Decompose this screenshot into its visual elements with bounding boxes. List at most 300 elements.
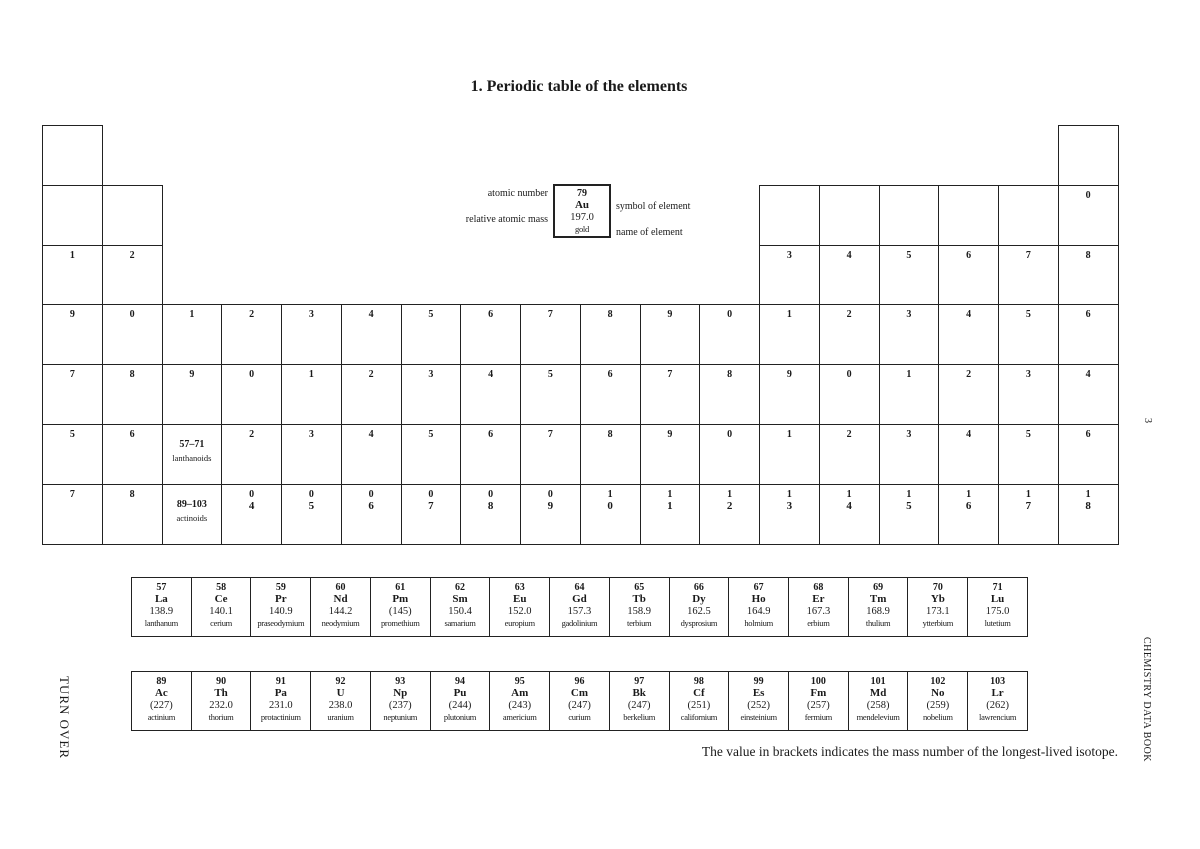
symbol: Ce (214, 593, 228, 605)
atomic-number: 5 (69, 429, 75, 440)
atomic-mass: (243) (508, 700, 532, 711)
atomic-mass (521, 514, 580, 526)
symbol (1059, 142, 1118, 155)
element-cell-88 (102, 484, 163, 545)
symbol (222, 381, 281, 394)
element-cell-82 (819, 424, 880, 485)
atomic-mass (1059, 514, 1118, 526)
atomic-number: 0 (547, 488, 553, 500)
element-name: samarium (444, 618, 476, 628)
atomic-mass: (258) (866, 700, 890, 711)
element-cell-40 (221, 364, 282, 425)
element-cell-36 (1058, 304, 1119, 365)
symbol (760, 202, 819, 215)
symbol: Pa (274, 687, 287, 699)
symbol (402, 381, 461, 394)
atomic-number: 1 (308, 369, 314, 381)
atomic-mass (581, 454, 640, 466)
atomic-mass (939, 275, 998, 287)
atomic-mass: (252) (747, 700, 771, 711)
atomic-number: 0 (488, 488, 494, 500)
element-cell-8 (938, 185, 999, 246)
atomic-mass (760, 215, 819, 227)
symbol: Er (812, 593, 825, 605)
atomic-mass (760, 275, 819, 287)
symbol: La (154, 593, 168, 605)
element-cell-112 (699, 484, 760, 545)
element-cell-74 (341, 424, 402, 485)
element-cell-6 (819, 185, 880, 246)
atomic-number: 1 (906, 369, 912, 381)
element-cell-md (848, 671, 909, 731)
symbol (43, 441, 102, 454)
element-cell-12 (102, 245, 163, 306)
symbol (880, 441, 939, 454)
atomic-number: 5 (1025, 309, 1031, 321)
element-cell-108 (460, 484, 521, 545)
element-cell-pm (370, 577, 431, 637)
atomic-mass (760, 514, 819, 526)
element-cell-am (489, 671, 550, 731)
atomic-number: 9 (786, 369, 792, 381)
atomic-mass (700, 514, 759, 526)
symbol: 7 (428, 499, 434, 512)
atomic-number: 95 (514, 676, 525, 687)
atomic-mass (282, 454, 341, 466)
element-name: einsteinium (740, 712, 777, 722)
atomic-mass (163, 334, 222, 346)
element-cell-nd (310, 577, 371, 637)
symbol: Fm (810, 687, 827, 699)
atomic-number: 69 (873, 582, 884, 593)
atomic-number: 5 (1025, 429, 1031, 440)
element-cell-tb (609, 577, 670, 637)
atomic-mass (939, 334, 998, 346)
atomic-number: 70 (932, 582, 943, 593)
symbol (342, 321, 401, 334)
atomic-number: 1 (846, 488, 852, 500)
series-name: actinoids (176, 512, 208, 523)
element-cell-48 (699, 364, 760, 425)
atomic-mass (521, 334, 580, 346)
symbol (700, 381, 759, 394)
symbol (342, 441, 401, 454)
atomic-number: 90 (216, 676, 227, 687)
atomic-number: 0 (308, 488, 314, 500)
symbol: 3 (786, 499, 793, 512)
element-cell-81 (759, 424, 820, 485)
symbol (521, 441, 580, 454)
atomic-number: 7 (69, 488, 75, 500)
element-cell-83 (879, 424, 940, 485)
element-name: terbium (627, 618, 652, 628)
symbol: 2 (726, 499, 733, 512)
symbol: Lu (990, 593, 1005, 605)
atomic-number: 5 (906, 249, 912, 261)
atomic-mass: 152.0 (507, 606, 532, 617)
atomic-mass: (227) (149, 700, 173, 711)
element-cell-37 (42, 364, 103, 425)
symbol (282, 321, 341, 334)
symbol (760, 262, 819, 275)
lanthanoid-reference-cell (162, 424, 223, 485)
symbol (521, 381, 580, 394)
atomic-mass: 238.0 (328, 700, 353, 711)
atomic-number: 3 (308, 429, 314, 440)
atomic-number: 3 (786, 249, 792, 261)
atomic-mass (880, 454, 939, 466)
atomic-number: 2 (368, 369, 374, 381)
symbol (43, 142, 102, 155)
key-example-name: gold (575, 224, 589, 234)
symbol (163, 321, 222, 334)
element-cell-77 (520, 424, 581, 485)
key-example-symbol: Au (574, 199, 590, 211)
element-cell-26 (460, 304, 521, 365)
atomic-number: 6 (488, 429, 494, 440)
atomic-number: 103 (990, 676, 1006, 687)
element-name: actinium (147, 712, 176, 722)
atomic-number: 8 (607, 309, 613, 321)
atomic-number: 5 (428, 309, 434, 321)
symbol (581, 321, 640, 334)
atomic-number: 5 (547, 369, 553, 381)
atomic-number: 0 (727, 429, 733, 440)
element-name: erbium (807, 618, 830, 628)
symbol (581, 441, 640, 454)
symbol (820, 381, 879, 394)
atomic-number (880, 186, 939, 202)
key-example-element (553, 184, 611, 238)
symbol (820, 262, 879, 275)
atomic-mass (581, 514, 640, 526)
element-cell-113 (759, 484, 820, 545)
element-cell-13 (759, 245, 820, 306)
atomic-mass (43, 454, 102, 466)
element-cell-50 (819, 364, 880, 425)
series-range: 57–71 (179, 439, 205, 450)
symbol: 1 (667, 499, 673, 512)
atomic-mass (999, 275, 1058, 287)
symbol: 6 (965, 499, 972, 512)
atomic-mass: 167.3 (806, 606, 831, 617)
element-cell-116 (938, 484, 999, 545)
atomic-number: 102 (930, 676, 946, 687)
symbol (999, 381, 1058, 394)
atomic-number: 97 (634, 676, 645, 687)
atomic-number: 1 (189, 309, 195, 321)
element-cell-47 (640, 364, 701, 425)
symbol: Lr (991, 687, 1004, 699)
atomic-mass (461, 334, 520, 346)
atomic-mass: (237) (388, 700, 412, 711)
atomic-mass: 157.3 (567, 606, 592, 617)
element-cell-25 (401, 304, 462, 365)
atomic-mass: (251) (687, 700, 711, 711)
symbol (103, 381, 162, 394)
key-symbol-label: symbol of element (616, 201, 691, 212)
atomic-number: 3 (906, 309, 912, 321)
atomic-number: 9 (69, 309, 75, 321)
element-cell-10 (1058, 185, 1119, 246)
atomic-mass (820, 394, 879, 406)
key-atomic-number-label: atomic number (487, 188, 548, 199)
atomic-mass: 158.9 (627, 606, 651, 617)
atomic-mass (1059, 155, 1118, 167)
element-cell-73 (281, 424, 342, 485)
atomic-mass: 162.5 (687, 606, 711, 617)
atomic-number (1059, 126, 1118, 142)
atomic-mass (43, 275, 102, 287)
element-cell-53 (998, 364, 1059, 425)
element-cell-54 (1058, 364, 1119, 425)
atomic-number: 6 (488, 309, 494, 321)
atomic-number: 8 (727, 369, 733, 381)
element-cell-pu (430, 671, 491, 731)
atomic-number: 0 (129, 309, 135, 321)
symbol (939, 202, 998, 215)
atomic-number: 65 (634, 582, 645, 593)
symbol: Eu (513, 593, 527, 605)
element-cell-tm (848, 577, 909, 637)
element-cell-15 (879, 245, 940, 306)
element-cell-23 (281, 304, 342, 365)
symbol (939, 321, 998, 334)
actinoid-series (131, 671, 1027, 731)
element-name: plutonium (443, 712, 477, 722)
element-cell-20 (102, 304, 163, 365)
element-name: neptunium (383, 712, 418, 722)
symbol (222, 321, 281, 334)
atomic-number: 59 (275, 582, 286, 593)
symbol: 5 (308, 499, 315, 512)
element-cell-pr (250, 577, 311, 637)
atomic-number: 62 (455, 582, 465, 593)
atomic-number: 5 (428, 429, 434, 440)
atomic-mass (282, 334, 341, 346)
atomic-number: 67 (753, 582, 764, 593)
atomic-mass (163, 394, 222, 406)
atomic-mass (342, 454, 401, 466)
element-cell-ac (131, 671, 192, 731)
element-cell-33 (879, 304, 940, 365)
element-cell-51 (879, 364, 940, 425)
element-cell-104 (221, 484, 282, 545)
element-cell-105 (281, 484, 342, 545)
element-cell-78 (580, 424, 641, 485)
element-cell-1 (42, 125, 103, 186)
atomic-mass: 173.1 (926, 606, 950, 617)
data-book-label: CHEMISTRY DATA BOOK (1141, 637, 1152, 763)
element-cell-cf (669, 671, 730, 731)
atomic-number: 1 (786, 488, 792, 500)
symbol: 5 (906, 499, 912, 512)
atomic-number (820, 186, 879, 202)
atomic-mass (103, 514, 162, 526)
atomic-mass (700, 454, 759, 466)
atomic-mass (760, 394, 819, 406)
atomic-number (760, 186, 819, 202)
symbol (103, 441, 162, 454)
atomic-mass (1059, 454, 1118, 466)
element-cell-lu (967, 577, 1028, 637)
element-name: mendelevium (856, 712, 900, 722)
element-cell-2 (1058, 125, 1119, 186)
atomic-number (103, 186, 162, 202)
element-cell-86 (1058, 424, 1119, 485)
element-cell-yb (907, 577, 968, 637)
element-cell-46 (580, 364, 641, 425)
element-name: praseodymium (257, 618, 305, 628)
element-cell-56 (102, 424, 163, 485)
atomic-number: 4 (488, 369, 494, 381)
atomic-number: 4 (1085, 369, 1091, 381)
element-cell-55 (42, 424, 103, 485)
element-name: curium (568, 712, 591, 722)
atomic-mass (820, 514, 879, 526)
element-cell-11 (42, 245, 103, 306)
element-name: dysprosium (680, 618, 718, 628)
atomic-number: 2 (249, 309, 255, 321)
atomic-number: 1 (667, 488, 673, 500)
element-name: gadolinium (561, 618, 598, 628)
element-cell-ce (191, 577, 252, 637)
atomic-number: 6 (129, 429, 135, 440)
element-cell-24 (341, 304, 402, 365)
atomic-number: 3 (1025, 369, 1031, 381)
atomic-mass: (247) (568, 700, 591, 711)
atomic-number: 0 (249, 488, 255, 500)
element-name: americium (502, 712, 537, 722)
periodic-table-main (42, 125, 1118, 543)
series-range: 89–103 (176, 498, 207, 510)
element-cell-106 (341, 484, 402, 545)
atomic-mass (402, 334, 461, 346)
turn-over-label: TURN OVER (57, 676, 72, 760)
atomic-number: 9 (667, 309, 673, 321)
symbol (760, 441, 819, 454)
atomic-mass (282, 514, 341, 526)
element-cell-dy (669, 577, 730, 637)
symbol (342, 381, 401, 394)
atomic-mass (700, 334, 759, 346)
atomic-mass (820, 275, 879, 287)
atomic-mass (880, 514, 939, 526)
atomic-mass (820, 215, 879, 227)
symbol: 9 (547, 499, 554, 512)
symbol (402, 441, 461, 454)
symbol: Cm (570, 687, 589, 699)
symbol (820, 202, 879, 215)
element-cell-111 (640, 484, 701, 545)
element-cell-er (788, 577, 849, 637)
atomic-mass: 144.2 (328, 606, 353, 617)
element-cell-32 (819, 304, 880, 365)
atomic-number: 8 (129, 488, 135, 500)
symbol: Es (752, 687, 765, 699)
element-cell-17 (998, 245, 1059, 306)
atomic-mass (222, 334, 281, 346)
element-name: neodymium (321, 618, 360, 628)
atomic-number: 101 (870, 676, 886, 687)
symbol (1059, 381, 1118, 394)
atomic-number: 0 (368, 488, 374, 500)
atomic-number: 9 (189, 369, 195, 381)
symbol (880, 381, 939, 394)
atomic-mass (103, 215, 162, 227)
atomic-number: 4 (966, 309, 972, 321)
symbol (641, 441, 700, 454)
atomic-number: 57 (156, 582, 167, 593)
atomic-number: 94 (455, 676, 465, 687)
element-cell-84 (938, 424, 999, 485)
atomic-mass (342, 334, 401, 346)
atomic-number: 93 (395, 676, 406, 687)
symbol: Md (869, 687, 887, 699)
atomic-mass (880, 394, 939, 406)
element-name: nobelium (922, 712, 953, 722)
atomic-mass (760, 334, 819, 346)
symbol (1059, 321, 1118, 334)
atomic-mass (43, 334, 102, 346)
atomic-number: 0 (428, 488, 434, 500)
symbol (43, 202, 102, 215)
atomic-mass (641, 514, 700, 526)
atomic-number: 2 (129, 249, 135, 261)
atomic-number: 2 (249, 429, 255, 440)
atomic-mass: (247) (627, 700, 651, 711)
atomic-mass: 140.1 (209, 606, 233, 617)
element-cell-110 (580, 484, 641, 545)
symbol (999, 262, 1058, 275)
element-name: holmium (744, 618, 773, 628)
element-cell-41 (281, 364, 342, 425)
symbol (820, 441, 879, 454)
element-cell-th (191, 671, 252, 731)
element-cell-16 (938, 245, 999, 306)
symbol (1059, 262, 1118, 275)
atomic-number: 1 (786, 429, 792, 440)
page-number: 3 (1142, 418, 1153, 423)
symbol (880, 262, 939, 275)
element-cell-3 (42, 185, 103, 246)
atomic-number: 6 (966, 249, 972, 261)
atomic-number: 6 (607, 369, 613, 381)
element-cell-9 (998, 185, 1059, 246)
atomic-mass (641, 334, 700, 346)
symbol: Am (511, 687, 529, 699)
atomic-mass (1059, 334, 1118, 346)
symbol (103, 202, 162, 215)
atomic-mass (402, 454, 461, 466)
symbol: Gd (572, 593, 587, 605)
atomic-mass: 140.9 (269, 606, 293, 617)
atomic-mass (999, 514, 1058, 526)
symbol (880, 321, 939, 334)
atomic-number: 3 (428, 369, 434, 381)
atomic-number: 2 (846, 429, 852, 440)
atomic-number: 71 (992, 582, 1003, 593)
atomic-mass (700, 394, 759, 406)
symbol (760, 321, 819, 334)
atomic-number: 91 (275, 676, 286, 687)
atomic-number: 64 (574, 582, 585, 593)
atomic-mass (880, 215, 939, 227)
symbol: Bk (632, 687, 646, 699)
symbol (43, 321, 102, 334)
atomic-mass (461, 394, 520, 406)
atomic-number: 4 (966, 429, 972, 440)
